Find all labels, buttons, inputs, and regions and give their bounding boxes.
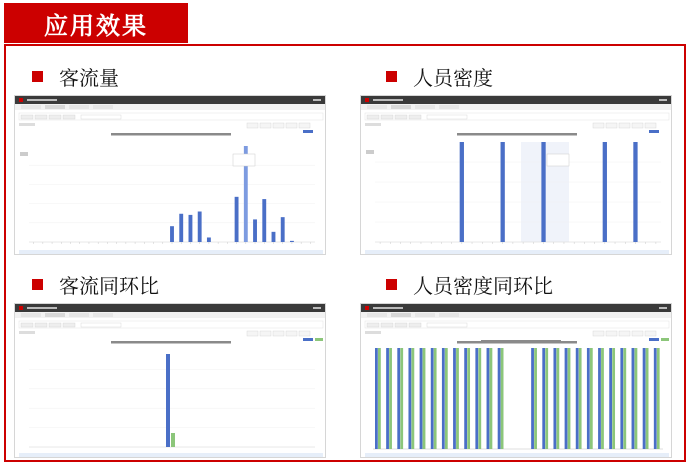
tab-placeholder <box>391 105 411 109</box>
filter-chip <box>381 323 393 327</box>
chart-bar <box>420 348 423 449</box>
chart-bar <box>460 142 464 242</box>
chart-bar <box>576 348 579 449</box>
chart-bar <box>498 348 501 449</box>
chart-bar <box>262 199 266 242</box>
chart-title-placeholder <box>481 340 561 343</box>
toolbar-button <box>247 123 258 128</box>
toolbar-button <box>593 123 604 128</box>
screenshot-personnel-density-yoy <box>360 303 672 458</box>
app-title-bar <box>15 96 326 104</box>
section-personnel-density <box>386 62 493 91</box>
chart-bar <box>643 348 646 449</box>
tab-placeholder <box>93 105 113 109</box>
section-label: 人员密度 <box>413 66 493 90</box>
legend-swatch <box>303 130 313 133</box>
toolbar-button <box>273 123 284 128</box>
legend-swatch <box>649 130 659 133</box>
chart-bar-compare <box>423 348 426 449</box>
y-axis-unit-badge <box>20 152 28 156</box>
chart-bar <box>207 237 211 242</box>
section-bullet <box>32 71 43 82</box>
toolbar-button <box>247 331 258 336</box>
section-passenger-flow-yoy <box>32 270 159 299</box>
chart-bar <box>272 232 276 242</box>
filter-chip <box>409 323 421 327</box>
filter-chip <box>21 323 33 327</box>
chart-bar <box>198 212 202 242</box>
chart-bar <box>179 214 183 242</box>
chart-bar <box>189 215 193 242</box>
tab-placeholder <box>367 313 387 317</box>
chart-bar-compare <box>623 348 626 449</box>
filter-chip <box>21 115 33 119</box>
chart-bar <box>620 348 623 449</box>
filter-chip <box>381 115 393 119</box>
filter-select <box>427 323 467 327</box>
chart-bar-compare <box>378 348 381 449</box>
chart-bar <box>603 142 607 242</box>
chart-bar <box>453 348 456 449</box>
filter-chip <box>63 115 75 119</box>
filter-chip <box>409 115 421 119</box>
chart-bar <box>281 217 285 242</box>
tab-placeholder <box>367 105 387 109</box>
filter-select <box>81 323 121 327</box>
chart-bar <box>397 348 400 449</box>
chart-bar <box>431 348 434 449</box>
tab-placeholder <box>93 313 113 317</box>
section-label: 客流量 <box>59 66 119 90</box>
chart-bar <box>609 348 612 449</box>
filter-chip <box>367 323 379 327</box>
tab-placeholder <box>415 105 435 109</box>
app-name-placeholder <box>27 99 57 101</box>
chart-bar-compare <box>171 433 175 447</box>
toolbar-button <box>619 331 630 336</box>
screenshot-svg <box>361 96 672 255</box>
chart-bar <box>598 348 601 449</box>
chart-bar-compare <box>657 348 660 449</box>
app-name-placeholder <box>27 307 57 309</box>
page-title-text: 应用效果 <box>44 11 148 40</box>
chart-bar-compare <box>456 348 459 449</box>
tab-placeholder <box>415 313 435 317</box>
tab-placeholder <box>69 313 89 317</box>
screenshot-passenger-flow-yoy <box>14 303 326 458</box>
chart-bar <box>487 348 490 449</box>
app-logo-icon <box>19 306 23 310</box>
screenshot-svg <box>15 96 326 255</box>
chart-title-placeholder <box>457 133 577 136</box>
toolbar-button <box>606 123 617 128</box>
section-bullet <box>32 279 43 290</box>
tab-placeholder <box>21 313 41 317</box>
user-menu-placeholder <box>313 307 321 309</box>
toolbar-button <box>632 123 643 128</box>
filter-chip <box>49 323 61 327</box>
chart-bar <box>541 142 545 242</box>
chart-bar-compare <box>590 348 593 449</box>
chart-bar <box>531 348 534 449</box>
filter-chip <box>63 323 75 327</box>
chart-bar-compare <box>635 348 638 449</box>
chart-bar <box>654 348 657 449</box>
toolbar-button <box>632 331 643 336</box>
filter-chip <box>367 115 379 119</box>
chart-bar-compare <box>568 348 571 449</box>
breadcrumb-placeholder <box>365 123 381 126</box>
chart-bar <box>565 348 568 449</box>
app-name-placeholder <box>373 307 403 309</box>
legend-swatch <box>315 338 323 341</box>
toolbar-button <box>645 331 656 336</box>
toolbar-button <box>286 331 297 336</box>
chart-bar <box>464 348 467 449</box>
chart-bar <box>408 348 411 449</box>
section-label: 客流同环比 <box>59 274 159 298</box>
section-bullet <box>386 71 397 82</box>
toolbar-button <box>260 331 271 336</box>
breadcrumb-placeholder <box>19 331 35 334</box>
tab-placeholder <box>69 105 89 109</box>
filter-select <box>427 115 467 119</box>
chart-bar <box>632 348 635 449</box>
legend-swatch <box>661 338 669 341</box>
chart-bar-compare <box>612 348 615 449</box>
app-title-bar <box>15 304 326 312</box>
chart-bar <box>166 354 170 447</box>
toolbar-button <box>299 331 310 336</box>
chart-bar-compare <box>445 348 448 449</box>
chart-bar-compare <box>646 348 649 449</box>
section-passenger-flow <box>32 62 119 91</box>
chart-bar <box>587 348 590 449</box>
chart-bar-compare <box>434 348 437 449</box>
chart-bar-compare <box>534 348 537 449</box>
user-menu-placeholder <box>313 99 321 101</box>
toolbar-button <box>619 123 630 128</box>
scroll-bar <box>365 250 669 254</box>
filter-chip <box>49 115 61 119</box>
chart-bar <box>501 142 505 242</box>
tab-placeholder <box>391 313 411 317</box>
screenshot-passenger-flow <box>14 95 326 255</box>
chart-bar <box>442 348 445 449</box>
chart-bar-compare <box>478 348 481 449</box>
screenshot-personnel-density <box>360 95 672 255</box>
user-menu-placeholder <box>659 99 667 101</box>
chart-bar <box>553 348 556 449</box>
app-logo-icon <box>365 306 369 310</box>
tab-placeholder <box>45 105 65 109</box>
toolbar-button <box>260 123 271 128</box>
page-title <box>4 3 188 43</box>
chart-bar <box>375 348 378 449</box>
chart-bar-compare <box>389 348 392 449</box>
chart-bar <box>253 219 257 242</box>
chart-title-placeholder <box>111 133 231 136</box>
filter-chip <box>35 323 47 327</box>
chart-bar-compare <box>579 348 582 449</box>
tooltip-box <box>547 154 569 166</box>
chart-bar-compare <box>490 348 493 449</box>
chart-bar <box>542 348 545 449</box>
chart-bar-compare <box>467 348 470 449</box>
toolbar-button <box>273 331 284 336</box>
app-logo-icon <box>365 98 369 102</box>
chart-bar-compare <box>501 348 504 449</box>
app-name-placeholder <box>373 99 403 101</box>
chart-bar <box>170 226 174 242</box>
screenshot-svg <box>15 304 326 458</box>
toolbar-button <box>645 123 656 128</box>
app-title-bar <box>361 304 672 312</box>
breadcrumb-placeholder <box>19 123 35 126</box>
chart-bar <box>633 142 637 242</box>
chart-bar-compare <box>411 348 414 449</box>
filter-chip <box>35 115 47 119</box>
filter-select <box>81 115 121 119</box>
app-logo-icon <box>19 98 23 102</box>
chart-bar-compare <box>400 348 403 449</box>
chart-bar <box>235 197 239 242</box>
chart-bar <box>475 348 478 449</box>
tab-placeholder <box>439 313 459 317</box>
section-label: 人员密度同环比 <box>413 274 553 298</box>
y-axis-unit-badge <box>366 150 374 154</box>
tab-placeholder <box>21 105 41 109</box>
legend-swatch <box>649 338 659 341</box>
app-title-bar <box>361 96 672 104</box>
screenshot-svg <box>361 304 672 458</box>
filter-chip <box>395 115 407 119</box>
toolbar-button <box>606 331 617 336</box>
section-bullet <box>386 279 397 290</box>
toolbar-button <box>286 123 297 128</box>
toolbar-button <box>593 331 604 336</box>
toolbar-button <box>299 123 310 128</box>
chart-bar <box>386 348 389 449</box>
legend-swatch <box>303 338 313 341</box>
tooltip-box <box>233 154 255 166</box>
chart-title-placeholder <box>111 341 231 344</box>
section-personnel-density-yoy <box>386 270 553 299</box>
tab-placeholder <box>45 313 65 317</box>
scroll-bar <box>19 250 323 254</box>
user-menu-placeholder <box>659 307 667 309</box>
chart-bar <box>290 241 294 242</box>
chart-bar-compare <box>545 348 548 449</box>
chart-bar-compare <box>601 348 604 449</box>
scroll-bar <box>365 453 669 457</box>
chart-bar-compare <box>556 348 559 449</box>
tab-placeholder <box>439 105 459 109</box>
scroll-bar <box>19 453 323 457</box>
filter-chip <box>395 323 407 327</box>
breadcrumb-placeholder <box>365 331 381 334</box>
